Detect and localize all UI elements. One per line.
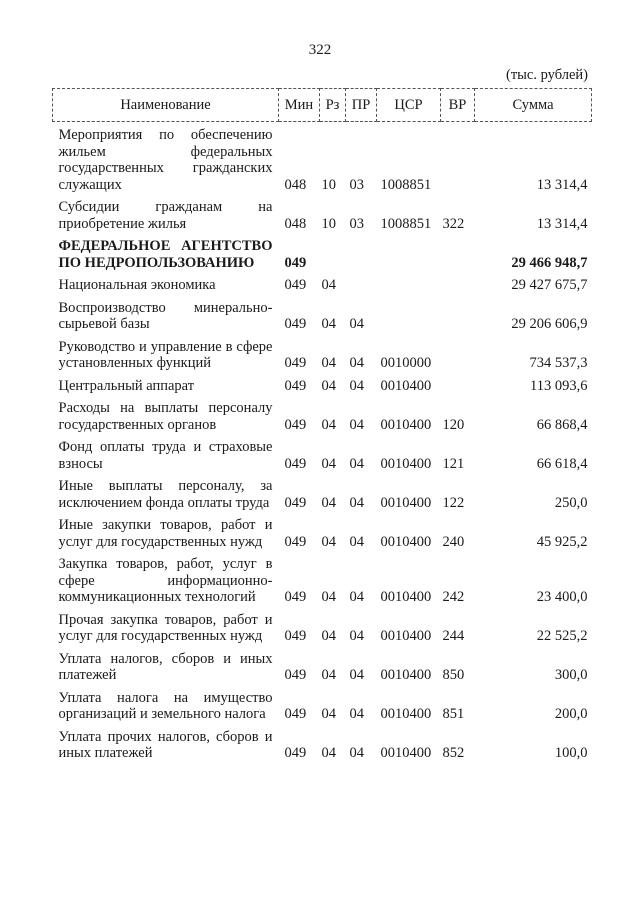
table-row	[53, 550, 592, 606]
cell-rz: 10	[321, 176, 336, 193]
cell-name: Фонд оплаты труда и страховые взносы	[58, 439, 273, 472]
cell-csr: 0010400	[380, 494, 432, 511]
cell-pr	[346, 271, 377, 294]
header-csr: ЦСР	[377, 89, 441, 122]
cell-name: Уплата налога на имущество организаций и земельного налога	[58, 689, 273, 722]
cell-csr	[377, 294, 441, 333]
cell-csr: 0010400	[380, 589, 432, 605]
cell-name: Руководство и управление в сфере установленных функций	[58, 338, 273, 371]
cell-pr: 03	[349, 176, 364, 193]
cell-name: Расходы на выплаты персоналу государственных органов	[58, 400, 273, 433]
table-row	[53, 232, 592, 271]
header-rz: Рз	[320, 89, 346, 122]
cell-name: Мероприятия по обеспечению жильем федеральных государственных гражданских служащих	[58, 127, 273, 193]
cell-pr: 04	[349, 316, 364, 332]
cell-name: ФЕДЕРАЛЬНОЕ АГЕНТСТВО ПО НЕДРОПОЛЬЗОВАНИЮ	[58, 238, 273, 271]
table-row	[53, 433, 592, 472]
cell-rz: 04	[321, 416, 336, 433]
cell-pr: 04	[349, 377, 364, 394]
cell-min: 049	[284, 254, 307, 271]
cell-min: 049	[284, 589, 307, 605]
table-row	[53, 684, 592, 723]
table-row	[53, 606, 592, 645]
cell-vr: 850	[442, 667, 465, 683]
cell-name: Национальная экономика	[58, 277, 216, 293]
cell-min: 049	[284, 494, 307, 511]
cell-name: Прочая закупка товаров, работ и услуг для государственных нужд	[58, 611, 273, 644]
cell-name: Иные закупки товаров, работ и услуг для государственных нужд	[58, 517, 273, 550]
cell-csr	[377, 271, 441, 294]
cell-min: 048	[284, 215, 307, 232]
cell-min: 049	[284, 316, 307, 332]
cell-vr	[441, 372, 475, 395]
cell-min: 049	[284, 533, 307, 550]
cell-sum: 13 314,4	[536, 176, 588, 193]
cell-pr: 04	[349, 589, 364, 605]
cell-pr: 04	[349, 706, 364, 722]
cell-sum: 200,0	[554, 706, 588, 722]
cell-pr: 04	[349, 745, 364, 761]
table-row	[53, 122, 592, 194]
table-row	[53, 472, 592, 511]
cell-sum: 113 093,6	[530, 377, 588, 394]
cell-csr	[377, 232, 441, 271]
cell-pr: 04	[349, 494, 364, 511]
cell-pr: 04	[349, 455, 364, 472]
cell-vr: 244	[442, 628, 465, 644]
cell-csr: 0010400	[380, 455, 432, 472]
cell-sum: 29 427 675,7	[511, 277, 588, 293]
units-label: (тыс. рублей)	[506, 67, 588, 83]
page-number: 322	[308, 42, 332, 58]
header-pr: ПР	[346, 89, 377, 122]
cell-min: 049	[284, 416, 307, 433]
table-row	[53, 333, 592, 372]
table-row	[53, 645, 592, 684]
cell-min: 049	[284, 706, 307, 722]
cell-vr	[441, 333, 475, 372]
cell-min: 049	[284, 277, 307, 293]
cell-rz: 04	[321, 533, 336, 550]
cell-vr	[441, 232, 475, 271]
cell-min: 049	[284, 377, 307, 394]
table-row	[53, 723, 592, 762]
table-row	[53, 511, 592, 550]
cell-rz: 04	[321, 377, 336, 394]
cell-rz: 04	[321, 494, 336, 511]
table-row	[53, 372, 592, 395]
cell-vr: 852	[442, 745, 465, 761]
budget-table	[52, 88, 592, 762]
cell-csr: 0010400	[380, 667, 432, 683]
cell-sum: 66 618,4	[536, 455, 588, 472]
cell-min: 048	[284, 176, 307, 193]
cell-rz: 04	[321, 628, 336, 644]
table-row	[53, 394, 592, 433]
cell-sum: 45 925,2	[536, 533, 588, 550]
table-row	[53, 294, 592, 333]
cell-sum: 29 466 948,7	[511, 254, 588, 271]
cell-pr: 04	[349, 533, 364, 550]
cell-sum: 734 537,3	[529, 355, 588, 371]
cell-sum: 29 206 606,9	[511, 316, 588, 332]
cell-pr: 04	[349, 416, 364, 433]
header-sum: Сумма	[475, 89, 592, 122]
cell-pr	[346, 232, 377, 271]
cell-name: Центральный аппарат	[58, 377, 195, 394]
cell-vr: 322	[442, 215, 465, 232]
cell-csr: 1008851	[380, 176, 432, 193]
cell-name: Иные выплаты персоналу, за исключением фонда оплаты труда	[58, 478, 273, 511]
table-header-row	[53, 89, 592, 122]
cell-min: 049	[284, 745, 307, 761]
cell-rz: 04	[321, 589, 336, 605]
cell-name: Уплата налогов, сборов и иных платежей	[58, 650, 273, 683]
cell-sum: 13 314,4	[536, 215, 588, 232]
cell-vr	[441, 271, 475, 294]
cell-csr: 0010400	[380, 745, 432, 761]
cell-rz: 04	[321, 455, 336, 472]
cell-sum: 22 525,2	[536, 628, 588, 644]
cell-sum: 250,0	[554, 494, 588, 511]
cell-vr: 121	[442, 455, 465, 472]
cell-min: 049	[284, 355, 307, 371]
header-min: Мин	[279, 89, 320, 122]
cell-vr: 240	[442, 533, 465, 550]
cell-name: Закупка товаров, работ, услуг в сфере информационно-коммуникационных технологий	[58, 556, 273, 605]
cell-csr: 0010400	[380, 377, 432, 394]
cell-vr	[441, 294, 475, 333]
cell-vr: 120	[442, 416, 465, 433]
cell-pr: 04	[349, 628, 364, 644]
cell-rz: 04	[321, 316, 336, 332]
header-name: Наименование	[53, 89, 279, 122]
cell-name: Воспроизводство минерально-сырьевой базы	[58, 299, 273, 332]
cell-sum: 100,0	[554, 745, 588, 761]
cell-rz: 04	[321, 355, 336, 371]
cell-csr: 0010400	[380, 533, 432, 550]
cell-rz	[320, 232, 346, 271]
cell-sum: 300,0	[554, 667, 588, 683]
cell-rz: 04	[321, 706, 336, 722]
table-row	[53, 193, 592, 232]
header-vr: ВР	[441, 89, 475, 122]
cell-min: 049	[284, 455, 307, 472]
cell-rz: 04	[321, 745, 336, 761]
cell-min: 049	[284, 628, 307, 644]
cell-rz: 04	[321, 667, 336, 683]
cell-vr: 851	[442, 706, 465, 722]
cell-csr: 0010400	[380, 416, 432, 433]
cell-pr: 04	[349, 667, 364, 683]
cell-name: Уплата прочих налогов, сборов и иных платежей	[58, 728, 273, 761]
table-row	[53, 271, 592, 294]
cell-sum: 23 400,0	[536, 589, 588, 605]
cell-vr: 122	[442, 494, 465, 511]
cell-pr: 03	[349, 215, 364, 232]
cell-csr: 0010000	[380, 355, 432, 371]
cell-min: 049	[284, 667, 307, 683]
cell-csr: 1008851	[380, 215, 432, 232]
cell-vr: 242	[442, 589, 465, 605]
cell-csr: 0010400	[380, 706, 432, 722]
cell-sum: 66 868,4	[536, 416, 588, 433]
cell-pr: 04	[349, 355, 364, 371]
cell-name: Субсидии гражданам на приобретение жилья	[58, 199, 273, 232]
cell-rz: 10	[321, 215, 336, 232]
cell-vr	[441, 122, 475, 194]
cell-csr: 0010400	[380, 628, 432, 644]
cell-rz: 04	[321, 277, 336, 293]
